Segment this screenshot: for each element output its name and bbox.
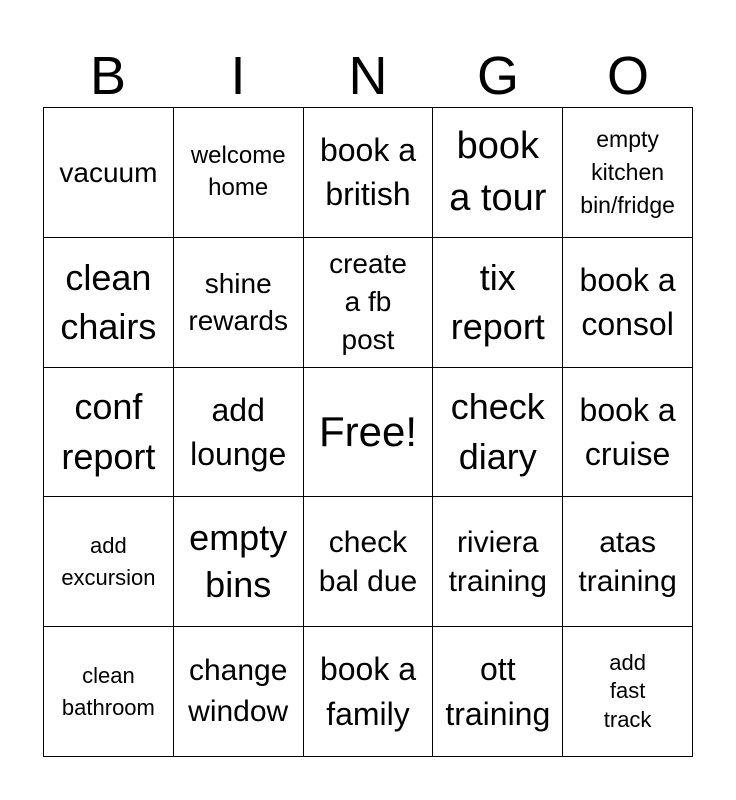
cell-label: create a fb post: [329, 248, 407, 356]
cell-label: check diary: [450, 386, 545, 477]
cell-label: add excursion: [61, 532, 156, 590]
cell-label: tix report: [450, 256, 545, 348]
header-letter-g: G: [476, 46, 519, 106]
bingo-header: [43, 46, 693, 106]
bingo-cell[interactable]: [304, 497, 434, 627]
cell-label: empty bins: [189, 516, 288, 605]
bingo-cell[interactable]: [44, 627, 174, 757]
bingo-cell[interactable]: [433, 368, 563, 498]
bingo-cell[interactable]: [563, 108, 693, 238]
cell-label: ott training: [445, 651, 551, 732]
bingo-cell[interactable]: [563, 368, 693, 498]
bingo-cell[interactable]: [44, 108, 174, 238]
bingo-cell[interactable]: [174, 497, 304, 627]
bingo-cell[interactable]: [174, 627, 304, 757]
header-letter-n: N: [348, 46, 388, 106]
bingo-cell[interactable]: [174, 238, 304, 368]
free-space[interactable]: [304, 368, 434, 498]
bingo-cell[interactable]: [433, 627, 563, 757]
cell-label: book a family: [319, 651, 417, 732]
bingo-cell[interactable]: [174, 368, 304, 498]
bingo-cell[interactable]: [174, 108, 304, 238]
bingo-cell[interactable]: [433, 238, 563, 368]
header-letter-o: O: [606, 46, 649, 106]
bingo-cell[interactable]: [433, 497, 563, 627]
cell-label: clean bathroom: [61, 662, 155, 720]
cell-label: clean chairs: [60, 256, 157, 348]
cell-label: book a tour: [449, 124, 547, 220]
header-letter-b: B: [89, 46, 127, 106]
cell-label: shine rewards: [188, 267, 288, 337]
cell-label: add lounge: [190, 391, 287, 472]
bingo-cell[interactable]: [563, 627, 693, 757]
bingo-cell[interactable]: [563, 238, 693, 368]
bingo-board: [43, 107, 693, 757]
cell-label: conf report: [61, 386, 156, 477]
cell-label: book a cruise: [579, 391, 676, 472]
cell-label: empty kitchen bin/fridge: [580, 126, 675, 218]
bingo-cell[interactable]: [44, 238, 174, 368]
bingo-cell[interactable]: [44, 497, 174, 627]
bingo-cell[interactable]: [304, 108, 434, 238]
cell-label: book a consol: [579, 262, 676, 343]
header-letter-i: I: [230, 46, 246, 106]
bingo-cell[interactable]: [44, 368, 174, 498]
bingo-cell[interactable]: [433, 108, 563, 238]
free-space-label: Free!: [318, 407, 417, 455]
cell-label: check bal due: [318, 525, 418, 598]
cell-label: add fast track: [603, 649, 652, 732]
bingo-cell[interactable]: [304, 627, 434, 757]
cell-label: vacuum: [59, 156, 158, 188]
bingo-cell[interactable]: [563, 497, 693, 627]
cell-label: riviera training: [448, 525, 547, 598]
cell-label: atas training: [578, 525, 677, 598]
cell-label: welcome home: [190, 142, 286, 202]
bingo-cell[interactable]: [304, 238, 434, 368]
cell-label: change window: [188, 654, 289, 728]
cell-label: book a british: [319, 132, 417, 213]
